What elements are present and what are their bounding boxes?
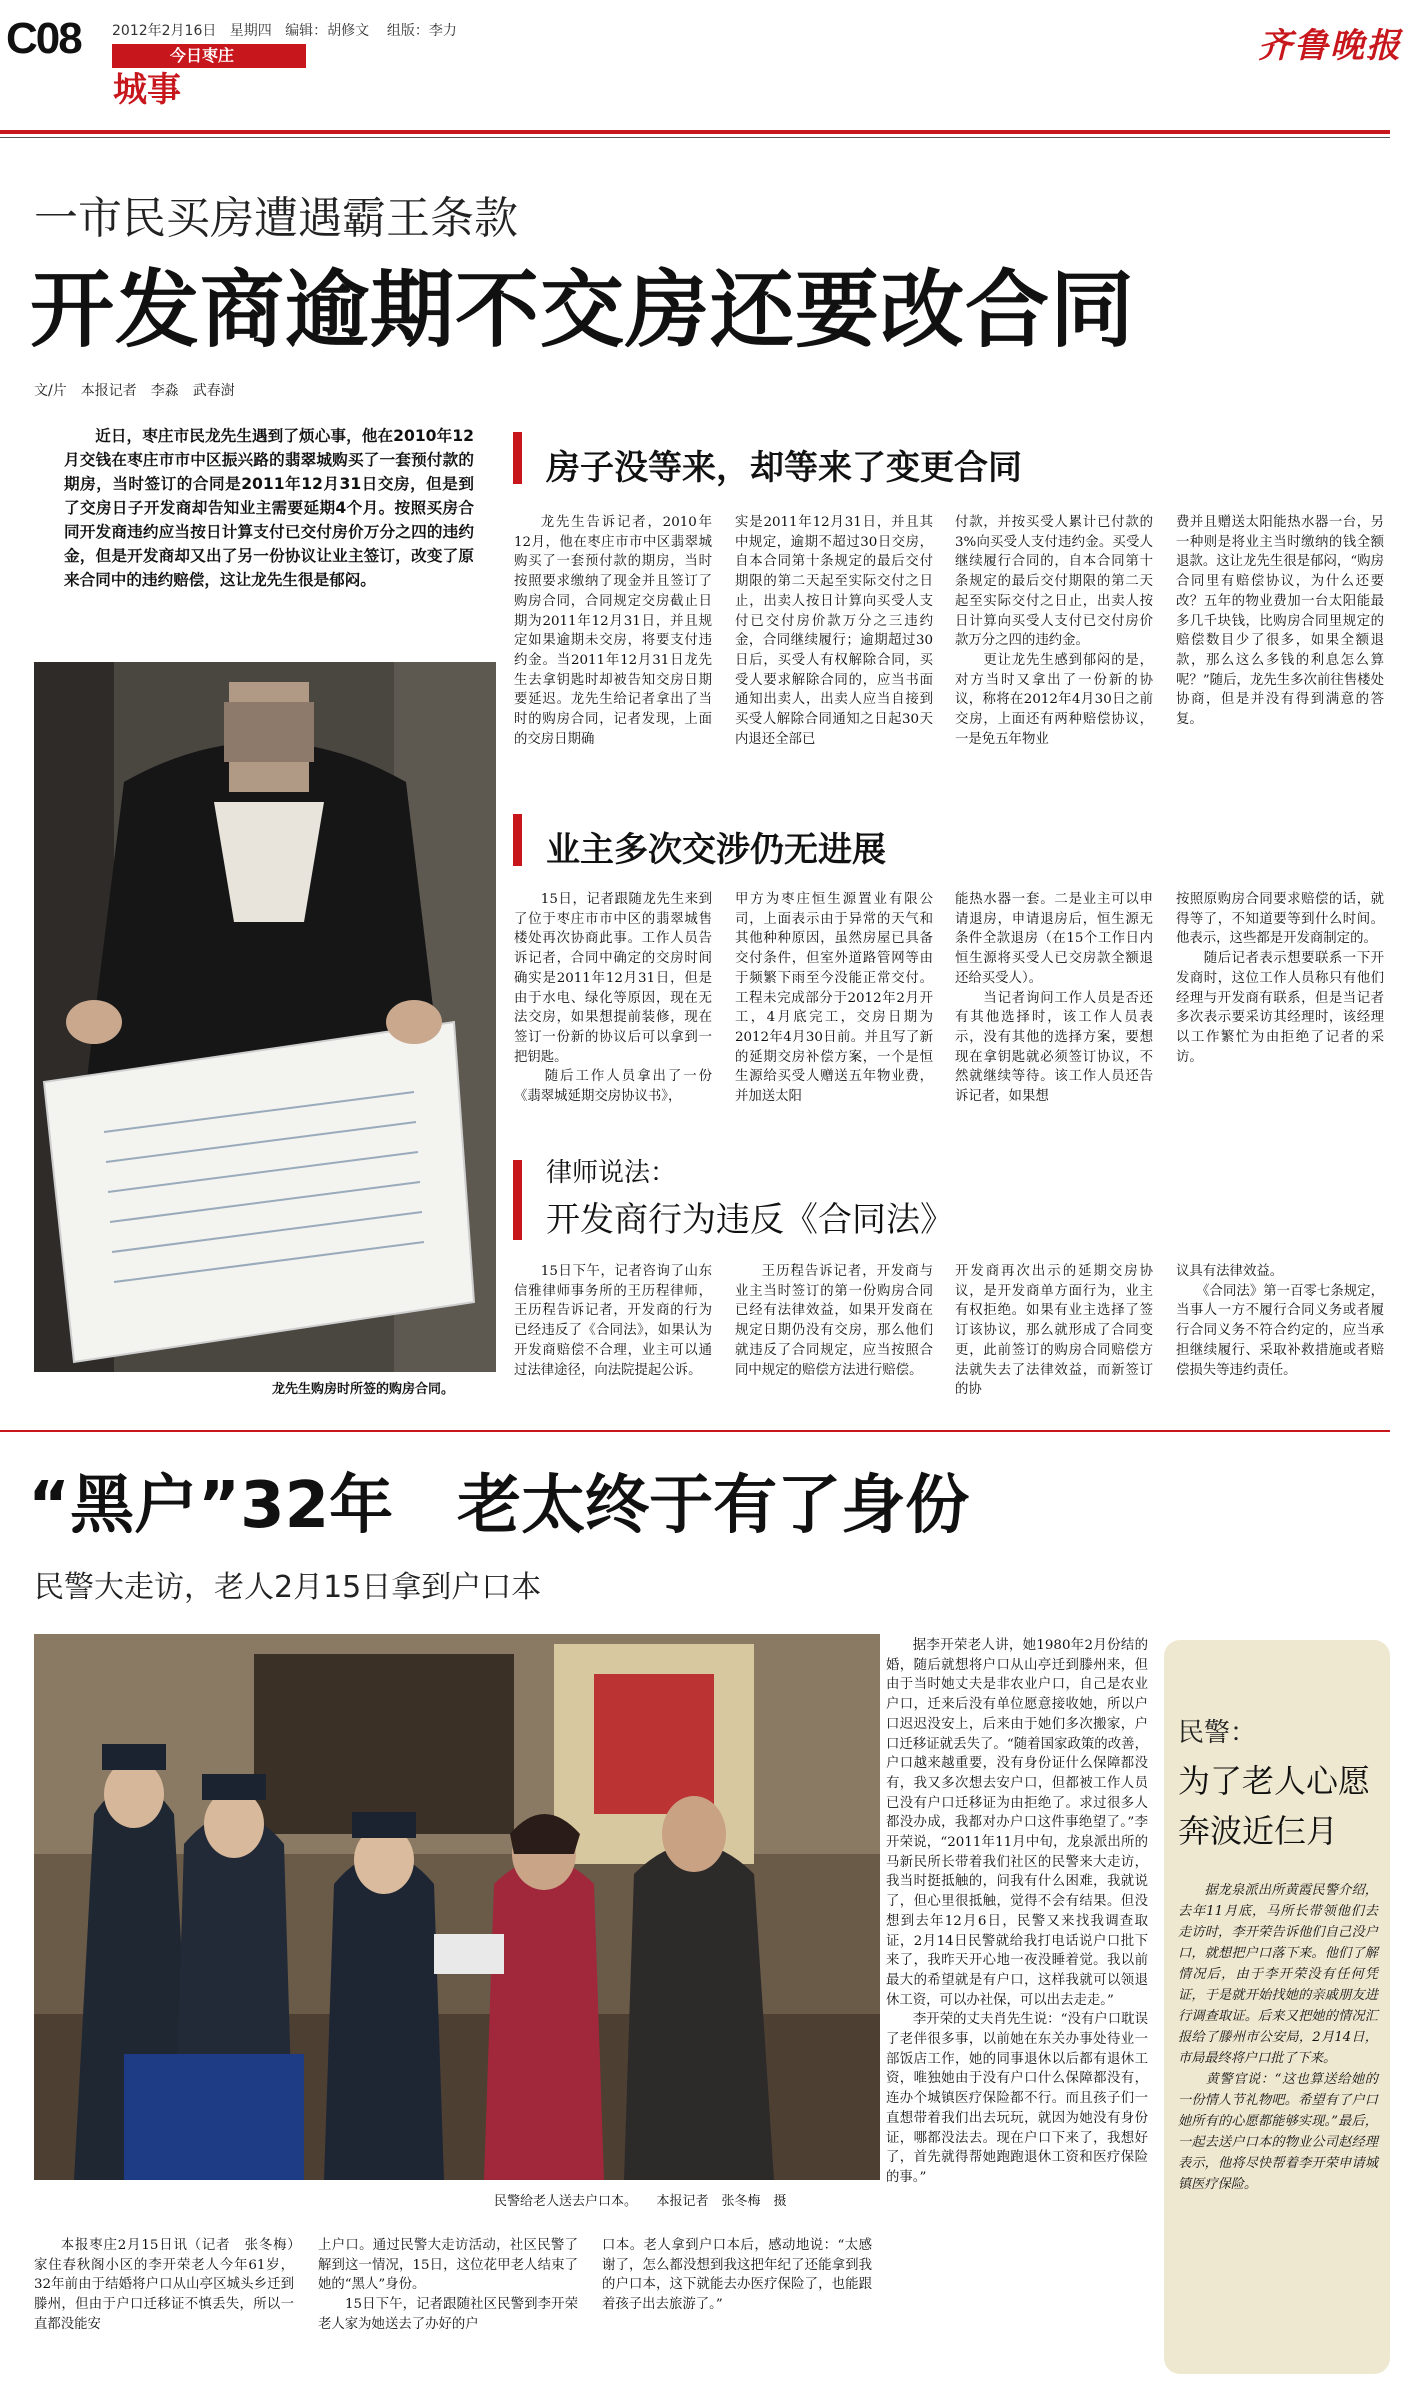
designer-credit: 组版：李力 (386, 23, 457, 39)
sidebar-title-line2: 奔波近仨月 (1178, 1812, 1339, 1850)
section3-col2: 王历程告诉记者，开发商与业主当时签订的第一份购房合同已经有法律效益，如果开发商在规定日期仍没有交房，那么他们就违反了合同规定，应当按照合同中规定的赔偿方法进行赔偿。 (735, 1264, 933, 1378)
masthead-meta (112, 20, 457, 40)
section-tag: 今日枣庄 (112, 44, 306, 68)
story1-lead: 近日，枣庄市民龙先生遇到了烦心事，他在2010年12月交钱在枣庄市市中区振兴路的翡翠城购买了一套预付款的期房，当时签订的合同是2011年12月31日交房，但是到了交房日子开发商却告知业主需要延期4个月。按照买房合同开发商违约应当按日计算支付已交付房价万分之四的违约金，但是开发商却又出了另一份协议让业主签订，改变了原来合同中的违约赔偿，这让龙先生很是郁闷。 (64, 427, 474, 589)
section1-col2: 实是2011年12月31日，并且其中规定，逾期不超过30日交房，自本合同第十条规定的最后交付期限的第二天起至实际交付之日止，出卖人按日计算向买受人支付已交付房价款万分之三违约金，合同继续履行；逾期超过30日后，买受人有权解除合同，买受人要求解除合同的，应当书面通知出卖人，出卖人应当自接到买受人解除合同通知之日起30天内退还全部已 (735, 515, 933, 747)
section3-label: 律师说法： (546, 1158, 677, 1188)
section2-marker (513, 814, 522, 866)
story-divider (0, 1430, 1390, 1432)
sidebar-label: 民警： (1178, 1718, 1257, 1748)
sidebar-body: 据龙泉派出所黄霞民警介绍，去年11月底，马所长带领他们去走访时，李开荣告诉他们自己没户口，就想把户口落下来。他们了解情况后，由于李开荣没有任何凭证，于是就开始找她的亲戚朋友进行调查取证。后来又把她的情况汇报给了滕州市公安局，2月14日，市局最终将户口批了下来。 黄警官说：“这也算送给她的一份情人节礼物吧。希望有了户口她所有的心愿都能够实现。”最后，一起去送户口本的物业公司赵经理表示，他将尽快帮着李开荣申请城镇医疗保险。 (1178, 1883, 1378, 2192)
section3-col1: 15日下午，记者咨询了山东信雅律师事务所的王历程律师，王历程告诉记者，开发商的行为已经违反了《合同法》，如果认为开发商赔偿不合理，业主可以通过法律途径，向法院提起公诉。 (514, 1264, 712, 1378)
story2-subhead: 民警大走访，老人2月15日拿到户口本 (34, 1570, 542, 1605)
section1-title: 房子没等来，却等来了变更合同 (546, 448, 1022, 488)
section3-col3: 开发商再次出示的延期交房协议，是开发商单方面行为，业主有权拒绝。如果有业主选择了签订该协议，那么就形成了合同变更，此前签订的购房合同赔偿方法就失去了法律效益，而新签订的协 (955, 1264, 1153, 1398)
police-visit-illustration (34, 1634, 880, 2180)
police-photo-caption: 民警给老人送去户口本。 本报记者 张冬梅 摄 (494, 2194, 787, 2209)
section3-col4: 议具有法律效益。 《合同法》第一百零七条规定，当事人一方不履行合同义务或者履行合同义务不符合约定的，应当承担继续履行、采取补救措施或者赔偿损失等违约责任。 (1176, 1264, 1384, 1378)
story1-kicker: 一市民买房遭遇霸王条款 (34, 193, 518, 244)
story2-headline: “黑户”32年 老太终于有了身份 (28, 1469, 970, 1543)
page-code: C08 (6, 14, 81, 63)
section2-title: 业主多次交涉仍无进展 (546, 830, 886, 870)
story1-headline: 开发商逾期不交房还要改合同 (30, 261, 1136, 359)
contract-photo-illustration (34, 662, 496, 1372)
masthead-subrule (0, 137, 1390, 138)
masthead-rule (0, 130, 1390, 134)
section2-col1: 15日，记者跟随龙先生来到了位于枣庄市市中区的翡翠城售楼处再次协商此事。工作人员告诉记者，合同中确定的交房时间确实是2011年12月31日，但是由于水电、绿化等原因，现在无法交房，如果想提前装修，现在签订一份新的协议后可以拿到一把钥匙。 随后工作人员拿出了一份《翡翠城延期交房协议书》， (514, 892, 712, 1105)
section1-marker (513, 432, 522, 484)
section1-col3: 付款，并按买受人累计已付款的3%向买受人支付违约金。买受人继续履行合同的，自本合同第十条规定的最后交付期限的第二天起至实际交付之日止，出卖人按日计算向买受人支付已交付房价款万分之四的违约金。 更让龙先生感到郁闷的是，对方当时又拿出了一份新的协议，称将在2012年4月30日之前交房，上面还有两种赔偿协议，一是免五年物业 (955, 515, 1153, 747)
story2-bottom-col2: 上户口。通过民警大走访活动，社区民警了解到这一情况，15日，这位花甲老人结束了她的“黑人”身份。 15日下午，记者跟随社区民警到李开荣老人家为她送去了办好的户 (318, 2238, 578, 2332)
story2-right-column: 据李开荣老人讲，她1980年2月份结的婚，随后就想将户口从山亭迁到滕州来，但由于当时她丈夫是非农业户口，自己是农业户口，迁来后没有单位愿意接收她，所以户口迟迟没安上，后来由于她们多次搬家，户口迁移证就丢失了。“随着国家政策的改善，户口越来越重要，没有身份证什么保障都没有，我又多次想去安户口，但都被工作人员已没有户口迁移证为由拒绝了。求过很多人都没办成，我都对办户口这件事绝望了。”李开荣说，“2011年11月中旬，龙泉派出所的马新民所长带着我们社区的民警来大走访，我当时挺抵触的，问我有什么困难，我就说了，但心里很抵触，觉得不会有结果。但没想到去年12月6日，民警又来找我调查取证，2月14日民警就给我打电话说户口批下来了，我昨天开心地一夜没睡着觉。我以前最大的希望就是有户口，这样我就可以领退休工资，可以办社保，可以出去走走。” 李开荣的丈夫肖先生说：“没有户口耽误了老伴很多事，以前她在东关办事处待业一部饭店工作，她的同事退休以后都有退休工资，唯独她由于没有户口什么保障都没有，连办个城镇医疗保险都不行。而且孩子们一直想带着我们出去玩玩，就因为她没有身份证，哪都没法去。现在户口下来了，我想好了，首先就得帮她跑跑退休工资和医疗保险的事。” (886, 1638, 1148, 2185)
story2-bottom-col1: 本报枣庄2月15日讯（记者 张冬梅） 家住春秋阁小区的李开荣老人今年61岁，32年前由于结婚将户口从山亭区城头乡迁到滕州，但由于户口迁移证不慎丢失，所以一直都没能安 (34, 2238, 308, 2332)
section3-title: 开发商行为违反《合同法》 (546, 1200, 954, 1240)
story1-byline: 文/片 本报记者 李淼 武春澍 (34, 383, 235, 399)
contract-photo (34, 662, 496, 1372)
contract-photo-caption: 龙先生购房时所签的购房合同。 (272, 1382, 455, 1397)
section2-col2: 甲方为枣庄恒生源置业有限公司，上面表示由于异常的天气和其他种种原因，虽然房屋已具备交付条件，但室外道路管网等由于频繁下雨至今没能正常交付。工程未完成部分于2012年2月开工，4月底完工，交房日期为2012年4月30日前。并且写了新的延期交房补偿方案，一个是恒生源给买受人赠送五年物业费，并加送太阳 (735, 892, 933, 1105)
section1-col1: 龙先生告诉记者，2010年12月，他在枣庄市市中区翡翠城购买了一套预付款的期房，当时按照要求缴纳了现金并且签订了购房合同，合同规定交房截止日期为2011年12月31日，并且规定如果逾期未交房，将要支付违约金。当2011年12月31日龙先生去拿钥匙时却被告知交房日期要延迟。龙先生给记者拿出了当时的购房合同，记者发现，上面的交房日期确 (514, 515, 712, 747)
section2-col3: 能热水器一套。二是业主可以申请退房，申请退房后，恒生源无条件全款退房（在15个工作日内恒生源将买受人已交房款全额退还给买受人）。 当记者询问工作人员是否还有其他选择时，该工作人员表示，没有其他的选择方案，要想现在拿钥匙就必须签订协议，不然就继续等待。该工作人员还告诉记者，如果想 (955, 892, 1153, 1105)
section2-col4: 按照原购房合同要求赔偿的话，就得等了，不知道要等到什么时间。他表示，这些都是开发商制定的。 随后记者表示想要联系一下开发商时，这位工作人员称只有他们经理与开发商有联系，但是当记者多次表示要采访其经理时，该经理以工作繁忙为由拒绝了记者的采访。 (1176, 892, 1384, 1065)
issue-weekday: 星期四 (229, 23, 272, 39)
paper-logo: 齐鲁晚报 (1258, 26, 1402, 66)
issue-date: 2012年2月16日 (112, 23, 217, 39)
editor-credit: 编辑：胡修文 (285, 23, 370, 39)
section1-col4: 费并且赠送太阳能热水器一台，另一种则是将业主当时缴纳的钱全额退款。这让龙先生很是郁闷，“购房合同里有赔偿协议，为什么还要改？五年的物业费加一台太阳能最多几千块钱，比购房合同里规定的赔偿数目少了很多，如果全额退款，那么这么多钱的利息怎么算呢？”随后，龙先生多次前往售楼处协商，但是并没有得到满意的答复。 (1176, 515, 1384, 728)
story2-bottom-col3: 口本。老人拿到户口本后，感动地说：“太感谢了，怎么都没想到我这把年纪了还能拿到我的户口本，这下就能去办医疗保险了，也能跟着孩子出去旅游了。” (602, 2238, 872, 2313)
section3-marker (513, 1160, 522, 1240)
section-name: 城事 (113, 70, 181, 110)
police-visit-photo (34, 1634, 880, 2180)
sidebar-title-line1: 为了老人心愿 (1178, 1762, 1371, 1800)
